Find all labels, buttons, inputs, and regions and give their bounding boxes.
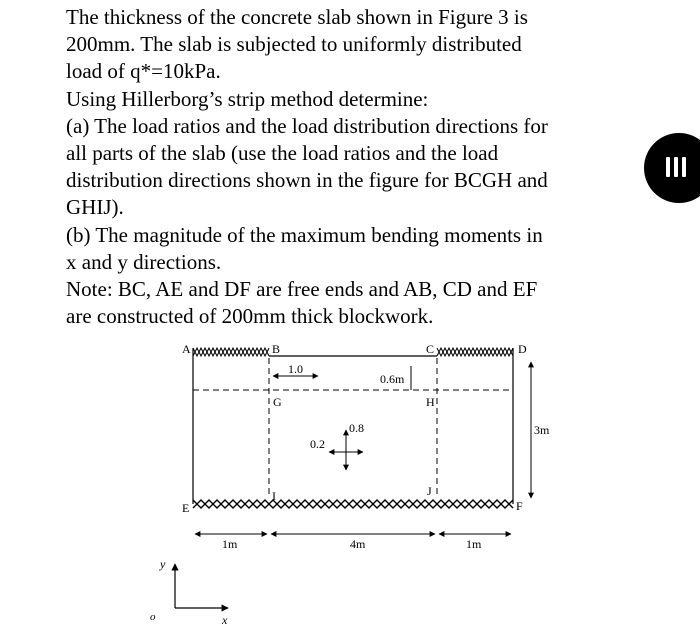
menu-button[interactable] <box>644 133 700 203</box>
menu-icon <box>674 157 678 177</box>
menu-icon <box>666 157 670 177</box>
question-line: all parts of the slab (use the load ratios and the load <box>66 141 499 166</box>
slab-figure <box>140 338 560 633</box>
question-line: Note: BC, AE and DF are free ends and AB, CD and EF <box>66 277 538 302</box>
label-b: B <box>272 342 281 356</box>
question-line: GHIJ). <box>66 195 124 220</box>
blockwork-wall-ab <box>193 348 269 356</box>
dim-right-label: 1m <box>466 537 482 551</box>
ratio-up-label: 0.8 <box>349 421 364 435</box>
label-i: I <box>272 489 276 503</box>
ratio-left-label: 0.2 <box>310 437 325 451</box>
label-g: G <box>273 395 282 409</box>
question-line: 200mm. The slab is subjected to uniformly distributed <box>66 32 522 57</box>
label-j: J <box>427 484 432 498</box>
axis-x-label: x <box>222 613 228 627</box>
question-text <box>66 4 626 330</box>
axis-origin-label: o <box>150 611 156 623</box>
question-line: (b) The magnitude of the maximum bending moments in <box>66 222 543 247</box>
offset-2-label: 0.6m <box>380 372 405 386</box>
label-c: C <box>426 342 435 356</box>
dim-left-label: 1m <box>222 537 238 551</box>
question-line: distribution directions shown in the figure for BCGH and <box>66 168 548 193</box>
question-line: (a) The load ratios and the load distribution directions for <box>66 113 548 138</box>
axis-y-label: y <box>160 557 166 571</box>
blockwork-wall-ef <box>193 500 513 508</box>
question-line: The thickness of the concrete slab shown in Figure 3 is <box>66 5 528 29</box>
height-dim-label: 3m <box>534 423 550 437</box>
label-d: D <box>518 342 527 356</box>
dim-mid-label: 4m <box>350 537 366 551</box>
axes-icon <box>175 564 228 608</box>
label-h: H <box>426 395 435 409</box>
label-a: A <box>182 342 191 356</box>
blockwork-wall-cd <box>437 348 513 356</box>
question-line: x and y directions. <box>66 249 222 274</box>
label-e: E <box>182 501 190 515</box>
question-line: Using Hillerborg’s strip method determine: <box>66 86 429 111</box>
question-line: are constructed of 200mm thick blockwork. <box>66 304 434 329</box>
menu-icon <box>682 157 686 177</box>
offset-1-label: 1.0 <box>288 362 303 376</box>
label-f: F <box>516 499 523 513</box>
question-line: load of q*=10kPa. <box>66 59 221 84</box>
